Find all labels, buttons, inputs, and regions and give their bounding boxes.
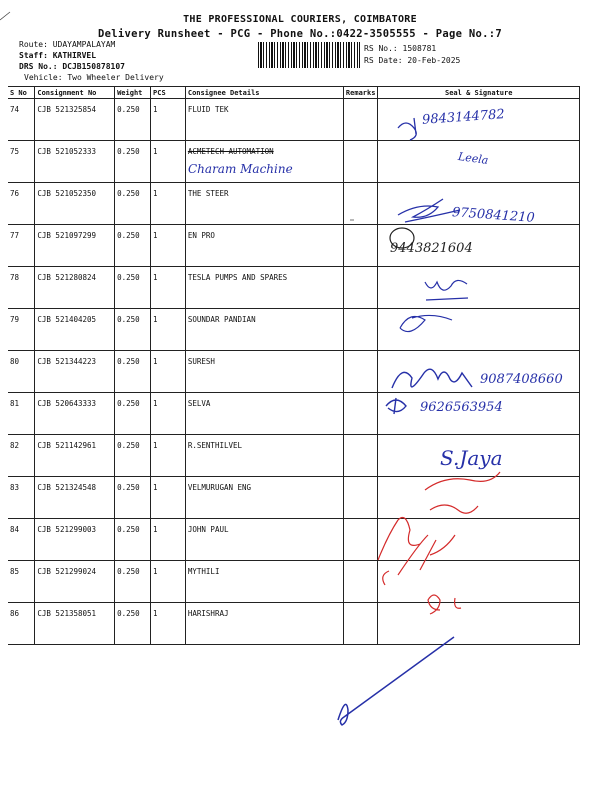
- cell-weight: 0.250: [115, 141, 151, 183]
- cell-sno: 85: [8, 561, 35, 603]
- cell-consignment-no: CJB 521325854: [35, 99, 115, 141]
- table-row: [8, 225, 580, 267]
- cell-consignment-no: CJB 521299003: [35, 519, 115, 561]
- cell-consignment-no: CJB 521097299: [35, 225, 115, 267]
- cell-remarks: [343, 393, 378, 435]
- cell-signature: [378, 267, 580, 309]
- staff-label: Staff: KATHIRVEL: [19, 51, 97, 60]
- cell-remarks: [343, 603, 378, 645]
- cell-remarks: [343, 99, 378, 141]
- col-signature: Seal & Signature: [378, 87, 580, 99]
- barcode: [258, 42, 360, 68]
- cell-sno: 83: [8, 477, 35, 519]
- cell-consignment-no: CJB 521142961: [35, 435, 115, 477]
- col-pcs: PCS: [151, 87, 186, 99]
- cell-remarks: [343, 141, 378, 183]
- cell-consignment-no: CJB 521299024: [35, 561, 115, 603]
- cell-pcs: 1: [151, 309, 186, 351]
- handwritten-name-82: S.Jaya: [440, 446, 503, 470]
- stray-marks: [338, 637, 454, 725]
- handwritten-phone-81: 9626563954: [420, 400, 503, 415]
- table-row: [8, 519, 580, 561]
- cell-consignee: TESLA PUMPS AND SPARES: [185, 267, 343, 309]
- cell-sno: 82: [8, 435, 35, 477]
- cell-consignment-no: CJB 521052350: [35, 183, 115, 225]
- cell-consignee: ACMETECH AUTOMATION: [185, 141, 343, 183]
- cell-sno: 76: [8, 183, 35, 225]
- handwritten-signature-75: Leela: [457, 149, 490, 168]
- table-row: [8, 141, 580, 183]
- cell-consignment-no: CJB 521344223: [35, 351, 115, 393]
- cell-pcs: 1: [151, 99, 186, 141]
- cell-signature: [378, 477, 580, 519]
- table-row: [8, 603, 580, 645]
- cell-consignee: SURESH: [185, 351, 343, 393]
- handwritten-phone-74: 9843144782: [421, 107, 506, 128]
- handwritten-phone-76: 9750841210: [451, 205, 536, 226]
- table-row: [8, 267, 580, 309]
- cell-weight: 0.250: [115, 99, 151, 141]
- cell-consignment-no: CJB 521324548: [35, 477, 115, 519]
- table-row: [8, 309, 580, 351]
- cell-weight: 0.250: [115, 225, 151, 267]
- cell-remarks: [343, 267, 378, 309]
- handwritten-phone-80: 9087408660: [480, 372, 563, 387]
- cell-sno: 84: [8, 519, 35, 561]
- cell-signature: [378, 561, 580, 603]
- cell-consignee: SELVA: [185, 393, 343, 435]
- cell-pcs: 1: [151, 477, 186, 519]
- vehicle-label: Vehicle: Two Wheeler Delivery: [24, 73, 164, 82]
- cell-sno: 75: [8, 141, 35, 183]
- col-consignee: Consignee Details: [185, 87, 343, 99]
- cell-consignment-no: CJB 520643333: [35, 393, 115, 435]
- cell-consignee: FLUID TEK: [185, 99, 343, 141]
- cell-remarks: [343, 225, 378, 267]
- cell-consignee: VELMURUGAN ENG: [185, 477, 343, 519]
- cell-remarks: [343, 309, 378, 351]
- cell-consignee: JOHN PAUL: [185, 519, 343, 561]
- rs-number: RS No.: 1508781: [364, 44, 437, 53]
- cell-consignee: THE STEER: [185, 183, 343, 225]
- table-row: [8, 561, 580, 603]
- cell-sno: 74: [8, 99, 35, 141]
- cell-consignment-no: CJB 521404205: [35, 309, 115, 351]
- cell-weight: 0.250: [115, 603, 151, 645]
- cell-pcs: 1: [151, 519, 186, 561]
- cell-sno: 80: [8, 351, 35, 393]
- drs-label: DRS No.: DCJB150878107: [19, 62, 125, 71]
- cell-pcs: 1: [151, 351, 186, 393]
- cell-consignee: MYTHILI: [185, 561, 343, 603]
- route-label: Route: UDAYAMPALAYAM: [19, 40, 116, 49]
- cell-remarks: [343, 435, 378, 477]
- cell-weight: 0.250: [115, 351, 151, 393]
- cell-remarks: [343, 477, 378, 519]
- cell-signature: [378, 603, 580, 645]
- cell-pcs: 1: [151, 393, 186, 435]
- cell-remarks: [343, 351, 378, 393]
- cell-pcs: 1: [151, 267, 186, 309]
- cell-remarks: [343, 519, 378, 561]
- cell-weight: 0.250: [115, 477, 151, 519]
- col-sno: S No: [8, 87, 35, 99]
- cell-pcs: 1: [151, 603, 186, 645]
- cell-consignment-no: CJB 521358051: [35, 603, 115, 645]
- cell-weight: 0.250: [115, 561, 151, 603]
- rs-date: RS Date: 20-Feb-2025: [364, 56, 461, 65]
- cell-weight: 0.250: [115, 309, 151, 351]
- cell-weight: 0.250: [115, 393, 151, 435]
- cell-sno: 79: [8, 309, 35, 351]
- cell-pcs: 1: [151, 141, 186, 183]
- cell-consignee: HARISHRAJ: [185, 603, 343, 645]
- cell-remarks: [343, 561, 378, 603]
- cell-pcs: 1: [151, 183, 186, 225]
- runsheet-table: [8, 86, 580, 645]
- col-consignment: Consignment No: [35, 87, 115, 99]
- table-row: [8, 477, 580, 519]
- cell-consignee: EN PRO: [185, 225, 343, 267]
- cell-weight: 0.250: [115, 267, 151, 309]
- cell-remarks: [343, 183, 378, 225]
- cell-signature: [378, 519, 580, 561]
- handwritten-phone-77: 9443821604: [390, 241, 473, 256]
- runsheet-subtitle: Delivery Runsheet - PCG - Phone No.:0422-3505555 - Page No.:7: [98, 28, 502, 40]
- cell-consignment-no: CJB 521052333: [35, 141, 115, 183]
- cell-sno: 86: [8, 603, 35, 645]
- cell-signature: [378, 309, 580, 351]
- handwritten-note-75: Charam Machine: [188, 162, 293, 176]
- cell-pcs: 1: [151, 561, 186, 603]
- company-title: THE PROFESSIONAL COURIERS, COIMBATORE: [183, 14, 417, 25]
- cell-sno: 81: [8, 393, 35, 435]
- cell-sno: 77: [8, 225, 35, 267]
- cell-sno: 78: [8, 267, 35, 309]
- cell-weight: 0.250: [115, 183, 151, 225]
- cell-consignment-no: CJB 521280824: [35, 267, 115, 309]
- col-remarks: Remarks: [343, 87, 378, 99]
- cell-weight: 0.250: [115, 435, 151, 477]
- cell-consignee: R.SENTHILVEL: [185, 435, 343, 477]
- col-weight: Weight: [115, 87, 151, 99]
- cell-weight: 0.250: [115, 519, 151, 561]
- cell-consignee: SOUNDAR PANDIAN: [185, 309, 343, 351]
- cell-pcs: 1: [151, 225, 186, 267]
- table-header-row: [8, 87, 580, 99]
- cell-pcs: 1: [151, 435, 186, 477]
